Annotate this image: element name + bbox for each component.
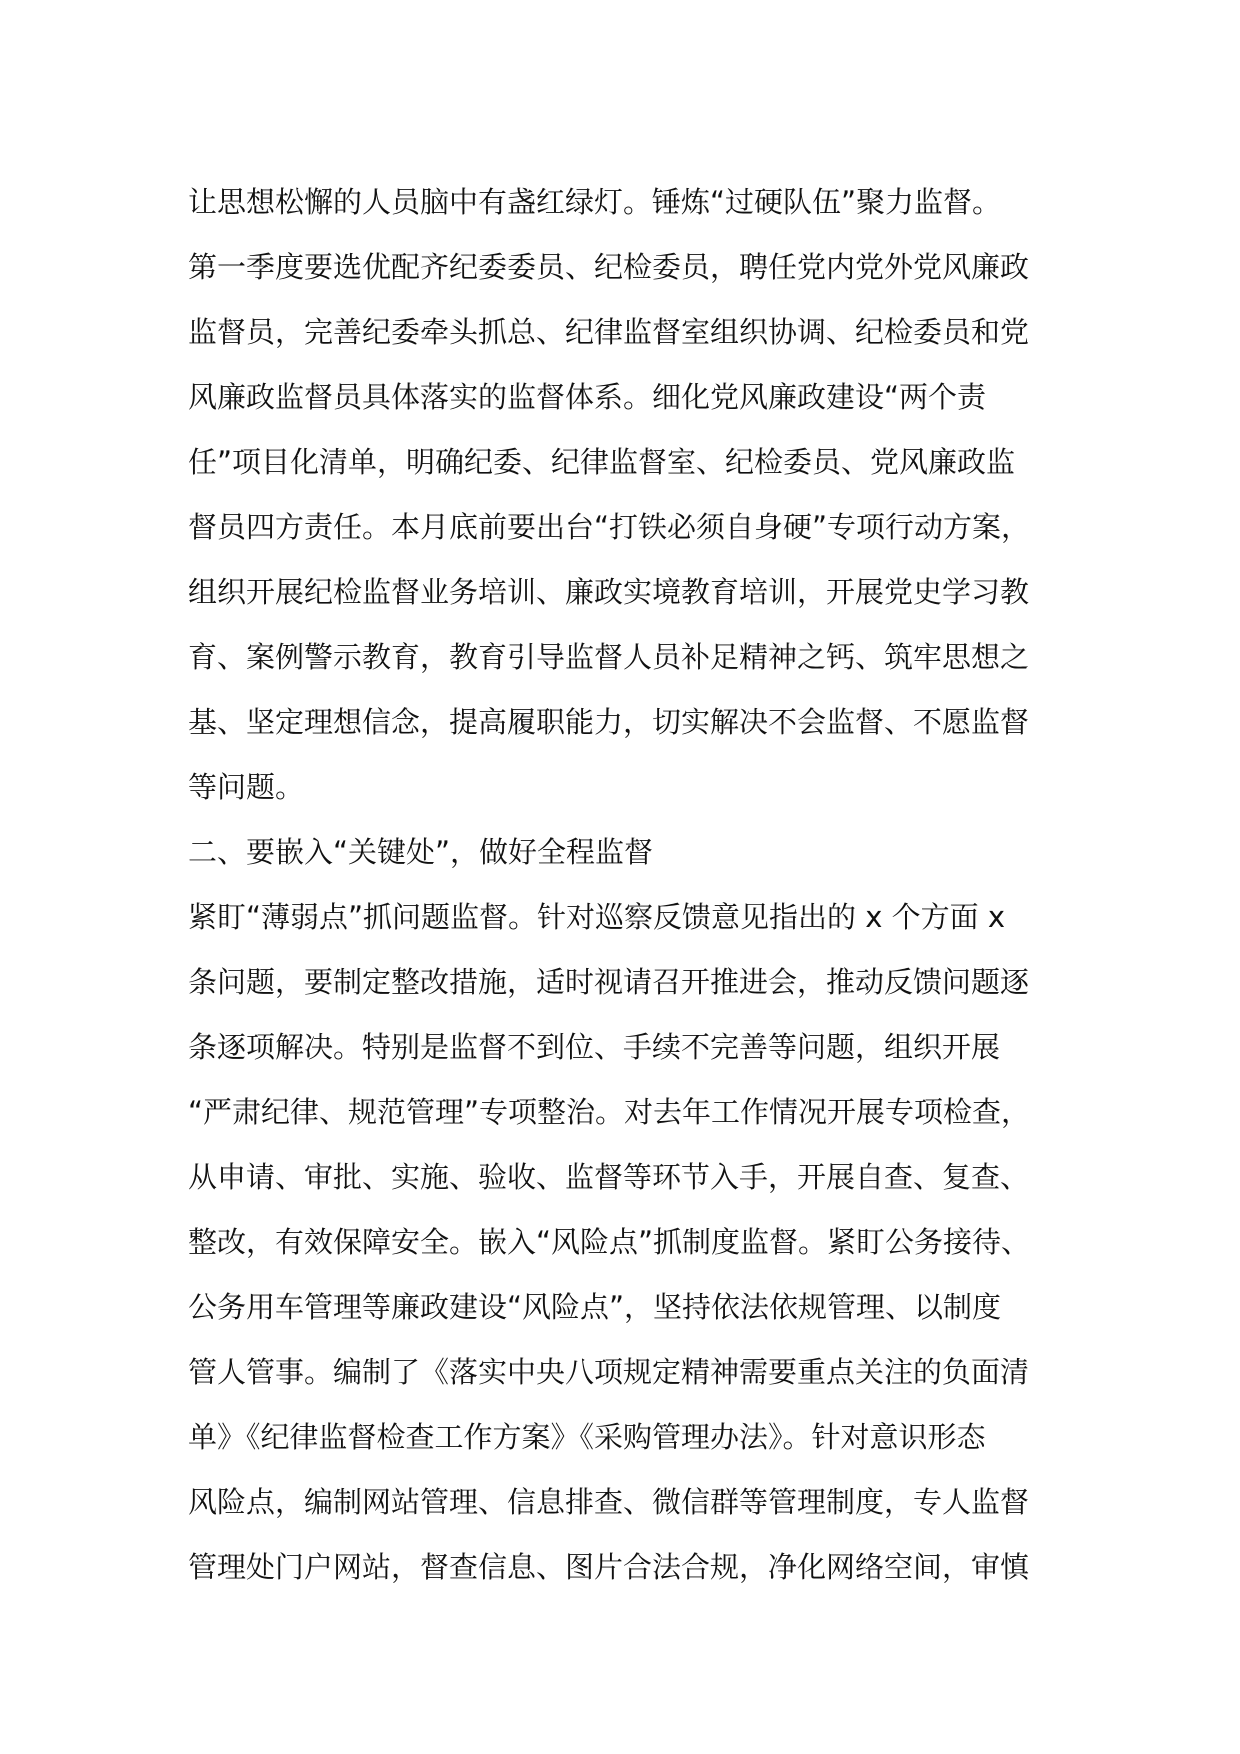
text-line: 任”项目化清单，明确纪委、纪律监督室、纪检委员、党风廉政监: [188, 445, 1016, 479]
body-text: [188, 170, 1088, 1600]
section-heading: 二、要嵌入“关键处”，做好全程监督: [188, 835, 654, 869]
text-line: 单》《纪律监督检查工作方案》《采购管理办法》。针对意识形态: [188, 1420, 986, 1454]
text-line: 条问题，要制定整改措施，适时视请召开推进会，推动反馈问题逐: [188, 965, 1030, 999]
text-line: 整改，有效保障安全。嵌入“风险点”抓制度监督。紧盯公务接待、: [188, 1225, 1031, 1259]
text-line: 从申请、审批、实施、验收、监督等环节入手，开展自查、复查、: [188, 1160, 1030, 1194]
text-line: 督员四方责任。本月底前要出台“打铁必须自身硬”专项行动方案，: [188, 510, 1031, 544]
text-line: 监督员，完善纪委牵头抓总、纪律监督室组织协调、纪检委员和党: [188, 315, 1030, 349]
text-line: 管人管事。编制了《落实中央八项规定精神需要重点关注的负面清: [188, 1355, 1030, 1389]
text-line: 让思想松懈的人员脑中有盏红绿灯。锤炼“过硬队伍”聚力监督。: [188, 185, 1002, 219]
text-line: 风险点，编制网站管理、信息排查、微信群等管理制度，专人监督: [188, 1485, 1030, 1519]
text-line: 公务用车管理等廉政建设“风险点”，坚持依法依规管理、以制度: [188, 1290, 1002, 1324]
text-line: 风廉政监督员具体落实的监督体系。细化党风廉政建设“两个责: [188, 380, 987, 414]
text-line: 第一季度要选优配齐纪委委员、纪检委员，聘任党内党外党风廉政: [188, 250, 1030, 284]
text-line: 条逐项解决。特别是监督不到位、手续不完善等问题，组织开展: [188, 1030, 1001, 1064]
text-line: 管理处门户网站，督查信息、图片合法合规，净化网络空间，审慎: [188, 1550, 1030, 1584]
text-line: 等问题。: [188, 770, 305, 804]
text-line: 育、案例警示教育，教育引导监督人员补足精神之钙、筑牢思想之: [188, 640, 1030, 674]
text-line: 基、坚定理想信念，提高履职能力，切实解决不会监督、不愿监督: [188, 705, 1030, 739]
text-line: 组织开展纪检监督业务培训、廉政实境教育培训，开展党史学习教: [188, 575, 1030, 609]
text-line: 紧盯“薄弱点”抓问题监督。针对巡察反馈意见指出的 x 个方面 x: [188, 900, 1006, 934]
text-line: “严肃纪律、规范管理”专项整治。对去年工作情况开展专项检查，: [188, 1095, 1031, 1129]
